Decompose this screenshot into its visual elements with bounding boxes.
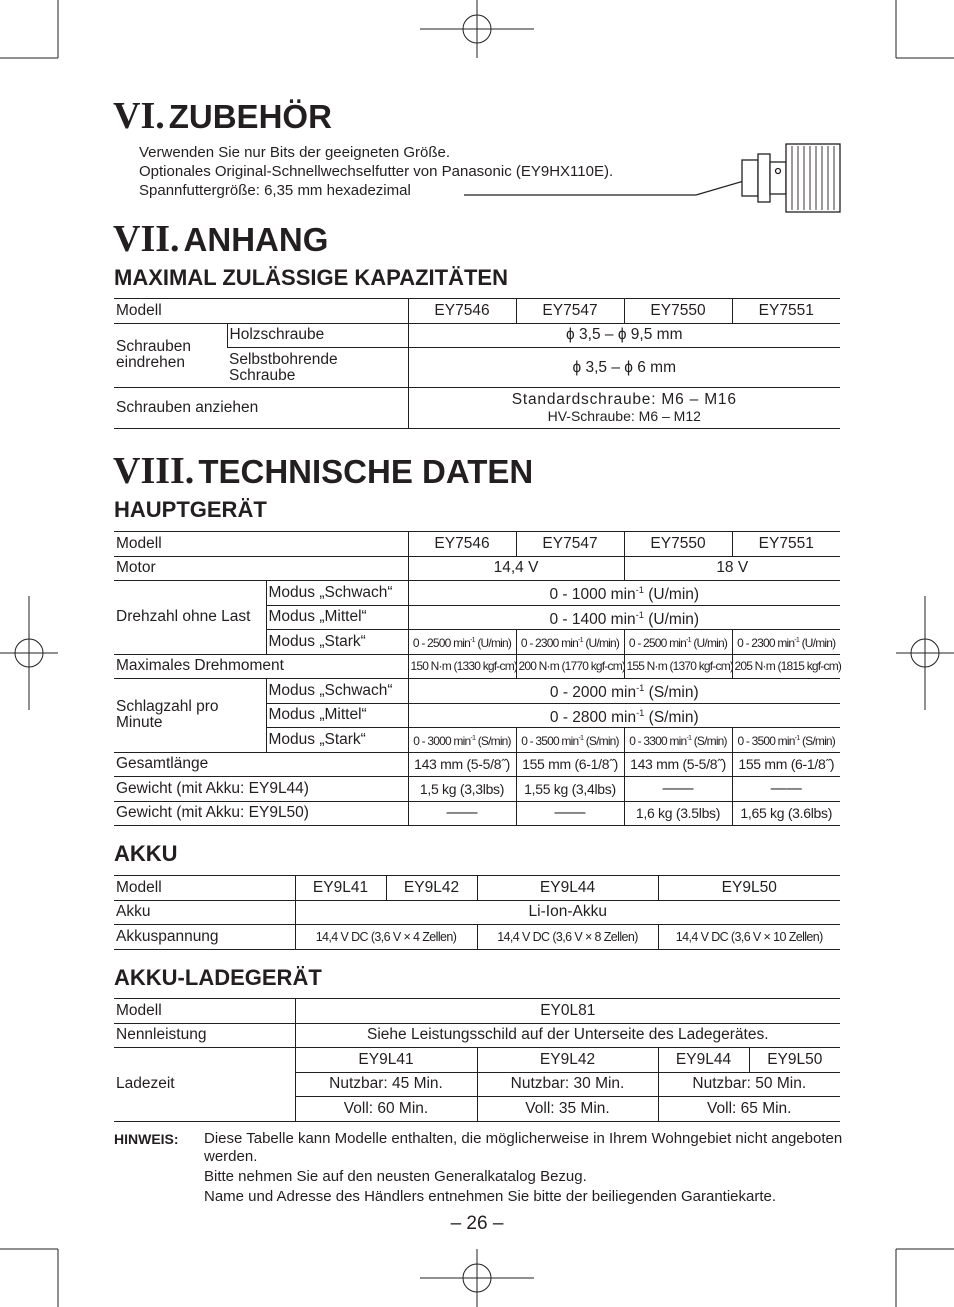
sub-label: Modus „Stark“ — [266, 630, 408, 655]
value-cell: 1,6 kg (3.5lbs) — [624, 801, 732, 826]
capacity-table — [114, 298, 840, 429]
table-row — [114, 299, 840, 324]
note-line: Name und Adresse des Händlers entnehmen Sie bitte der beiliegenden Garantiekarte. — [204, 1188, 777, 1205]
row-label: Schrauben eindrehen — [114, 323, 227, 388]
table-row — [114, 679, 840, 704]
model-cell: EY9L50 — [658, 876, 840, 901]
quick-chuck-illustration — [460, 140, 850, 220]
exponent: -1 — [636, 707, 645, 718]
value-cell: 0 - 1400 $\min^{-1} (U/\min)$ — [408, 605, 840, 630]
section-heading: ZUBEHÖR — [168, 98, 332, 135]
row-label: Ladezeit — [114, 1048, 295, 1122]
charger-table — [114, 998, 840, 1122]
subheading-akku: AKKU — [114, 841, 178, 866]
value-line: Standardschraube: M6 – M16 — [511, 391, 737, 408]
model-cell: EY9L44 — [477, 876, 658, 901]
row-label: Schrauben anziehen — [114, 388, 408, 429]
value-cell: 1,5 kg (3,3lbs) — [408, 777, 516, 802]
model-cell: EY7547 — [516, 532, 624, 557]
subheading-hauptgeraet: HAUPTGERÄT — [114, 497, 267, 522]
table-row — [114, 581, 840, 606]
section-title-zubehoer — [113, 95, 332, 137]
row-label: Gesamtlänge — [114, 752, 408, 777]
section-title-anhang — [113, 218, 329, 260]
value-cell — [408, 388, 840, 429]
row-label: Drehzahl ohne Last — [114, 581, 266, 655]
value-cell: 0 - 3500 $\min^{-1} (S/\min)$ — [732, 728, 840, 753]
table-row — [114, 532, 840, 557]
sub-label: Modus „Stark“ — [266, 728, 408, 753]
table-row — [114, 752, 840, 777]
exponent: -1 — [470, 635, 475, 645]
table-row — [114, 323, 840, 348]
value-cell: —— — [516, 801, 624, 826]
value-cell: 155 mm (6-1/8˝) — [732, 752, 840, 777]
value-cell: 143 mm (5-5/8˝) — [624, 752, 732, 777]
value-cell: 200 N·m (1770 kgf-cm) — [516, 654, 624, 679]
note-label: HINWEIS: — [114, 1131, 179, 1147]
row-label: Gewicht (mit Akku: EY9L50) — [114, 801, 408, 826]
model-cell: EY9L42 — [477, 1048, 658, 1073]
subheading-ladegeraet: AKKU-LADEGERÄT — [114, 965, 322, 990]
battery-table — [114, 875, 840, 950]
note-line: Bitte nehmen Sie auf den neusten Generalkatalog Bezug. — [204, 1168, 587, 1185]
note-line: Diese Tabelle kann Modelle enthalten, die möglicherweise in Ihrem Wohngebiet nicht angeboten werden. — [204, 1130, 843, 1165]
sub-label: Modus „Schwach“ — [266, 581, 408, 606]
table-row — [114, 900, 840, 925]
exponent: -1 — [794, 635, 800, 645]
model-cell: EY9L42 — [386, 876, 477, 901]
value-cell: ϕ 3,5 – ϕ 6 mm — [408, 348, 840, 388]
sub-label: Modus „Schwach“ — [266, 679, 408, 704]
row-label: Modell — [114, 876, 295, 901]
main-unit-table — [114, 531, 840, 826]
value-cell: 1,65 kg (3.6lbs) — [732, 801, 840, 826]
value-cell: Nutzbar: 30 Min. — [477, 1072, 658, 1097]
value-cell: EY0L81 — [295, 999, 840, 1024]
value-cell: 0 - 2500 $\min^{-1} (U/\min)$ — [624, 630, 732, 655]
intro-line: Verwenden Sie nur Bits der geeigneten Größe. — [139, 144, 451, 161]
value-cell: 0 - 3000 $\min^{-1} (S/\min)$ — [408, 728, 516, 753]
value-cell: 0 - 2300 $\min^{-1} (U/\min)$ — [732, 630, 840, 655]
exponent: -1 — [470, 733, 476, 743]
value-cell: 14,4 V DC (3,6 V × 10 Zellen) — [658, 925, 840, 950]
value-cell: 14,4 V DC (3,6 V × 4 Zellen) — [295, 925, 477, 950]
row-label: Gewicht (mit Akku: EY9L44) — [114, 777, 408, 802]
value-cell: 0 - 2500 $\min^{-1} (U/\min)$ — [408, 630, 516, 655]
page-number: – 26 – — [450, 1213, 504, 1234]
exponent: -1 — [636, 683, 645, 694]
value-cell: Voll: 65 Min. — [658, 1097, 840, 1122]
row-label: Maximales Drehmoment — [114, 654, 408, 679]
value-cell: —— — [624, 777, 732, 802]
model-cell: EY7551 — [732, 299, 840, 324]
value-cell: ϕ 3,5 – ϕ 9,5 mm — [408, 323, 840, 348]
table-row — [114, 925, 840, 950]
value-cell: —— — [408, 801, 516, 826]
model-cell: EY7546 — [408, 532, 516, 557]
table-row — [114, 999, 840, 1024]
value-cell: Voll: 60 Min. — [295, 1097, 477, 1122]
section-number: VIII. — [113, 450, 195, 492]
value-cell: —— — [732, 777, 840, 802]
row-label: Akku — [114, 900, 295, 925]
row-label: Nennleistung — [114, 1023, 295, 1048]
exponent: -1 — [686, 733, 692, 743]
value-cell: 18 V — [624, 556, 840, 581]
row-label: Modell — [114, 532, 408, 557]
value-cell: Li-Ion-Akku — [295, 900, 840, 925]
table-row — [114, 801, 840, 826]
value-cell: Siehe Leistungsschild auf der Unterseite des Ladegerätes. — [295, 1023, 840, 1048]
exponent: -1 — [686, 635, 691, 645]
value-line: HV-Schraube: M6 – M12 — [547, 408, 701, 424]
value-cell: 150 N·m (1330 kgf-cm) — [408, 654, 516, 679]
row-label: Akkuspannung — [114, 925, 295, 950]
value-cell: 0 - 1000 $\min^{-1} (U/\min)$ — [408, 581, 840, 606]
exponent: -1 — [635, 585, 644, 596]
row-label: Schlagzahl pro Minute — [114, 679, 266, 753]
value-cell: 14,4 V DC (3,6 V × 8 Zellen) — [477, 925, 658, 950]
exponent: -1 — [794, 733, 800, 743]
sub-label: Holzschraube — [227, 323, 408, 348]
value-cell: 0 - 2300 $\min^{-1} (U/\min)$ — [516, 630, 624, 655]
value-cell: 155 mm (6-1/8˝) — [516, 752, 624, 777]
model-cell: EY9L44 — [658, 1048, 749, 1073]
value-cell: Voll: 35 Min. — [477, 1097, 658, 1122]
value-cell: 205 N·m (1815 kgf-cm) — [732, 654, 840, 679]
exponent: -1 — [578, 635, 583, 645]
value-cell: 0 - 3300 $\min^{-1} (S/\min)$ — [624, 728, 732, 753]
value-cell: 0 - 2800 $\min^{-1} (S/\min)$ — [408, 703, 840, 728]
table-row — [114, 654, 840, 679]
table-row — [114, 388, 840, 429]
sub-label: Modus „Mittel“ — [266, 703, 408, 728]
model-cell: EY7550 — [624, 532, 732, 557]
table-row — [114, 777, 840, 802]
value-cell: 1,55 kg (3,4lbs) — [516, 777, 624, 802]
model-cell: EY7546 — [408, 299, 516, 324]
model-cell: EY7551 — [732, 532, 840, 557]
value-cell: Nutzbar: 50 Min. — [658, 1072, 840, 1097]
model-cell: EY7550 — [624, 299, 732, 324]
value-cell: 143 mm (5-5/8˝) — [408, 752, 516, 777]
section-heading: ANHANG — [183, 221, 329, 258]
model-cell: EY7547 — [516, 299, 624, 324]
model-cell: EY9L41 — [295, 876, 386, 901]
model-cell: EY9L41 — [295, 1048, 477, 1073]
value-cell: 0 - 3500 $\min^{-1} (S/\min)$ — [516, 728, 624, 753]
value-cell: 0 - 2000 $\min^{-1} (S/\min)$ — [408, 679, 840, 704]
section-number: VII. — [113, 218, 180, 260]
section-number: VI. — [113, 95, 165, 137]
intro-line: Optionales Original-Schnellwechselfutter von Panasonic (EY9HX110E). — [139, 163, 614, 180]
row-label: Modell — [114, 299, 408, 324]
subheading-kapazitaeten: MAXIMAL ZULÄSSIGE KAPAZITÄTEN — [114, 265, 508, 290]
table-row — [114, 556, 840, 581]
sub-label: Modus „Mittel“ — [266, 605, 408, 630]
intro-line: Spannfuttergröße: 6,35 mm hexadezimal — [139, 182, 411, 199]
row-label: Motor — [114, 556, 408, 581]
section-title-technische-daten — [113, 450, 534, 492]
value-cell: 14,4 V — [408, 556, 624, 581]
section-heading: TECHNISCHE DATEN — [198, 453, 534, 490]
sub-label: Selbstbohrende Schraube — [227, 348, 408, 388]
note-text — [204, 1130, 844, 1208]
exponent: -1 — [578, 733, 584, 743]
model-cell: EY9L50 — [749, 1048, 840, 1073]
table-row — [114, 1023, 840, 1048]
row-label: Modell — [114, 999, 295, 1024]
value-cell: Nutzbar: 45 Min. — [295, 1072, 477, 1097]
value-cell: 155 N·m (1370 kgf-cm) — [624, 654, 732, 679]
table-row — [114, 1048, 840, 1073]
exponent: -1 — [635, 609, 644, 620]
table-row — [114, 876, 840, 901]
